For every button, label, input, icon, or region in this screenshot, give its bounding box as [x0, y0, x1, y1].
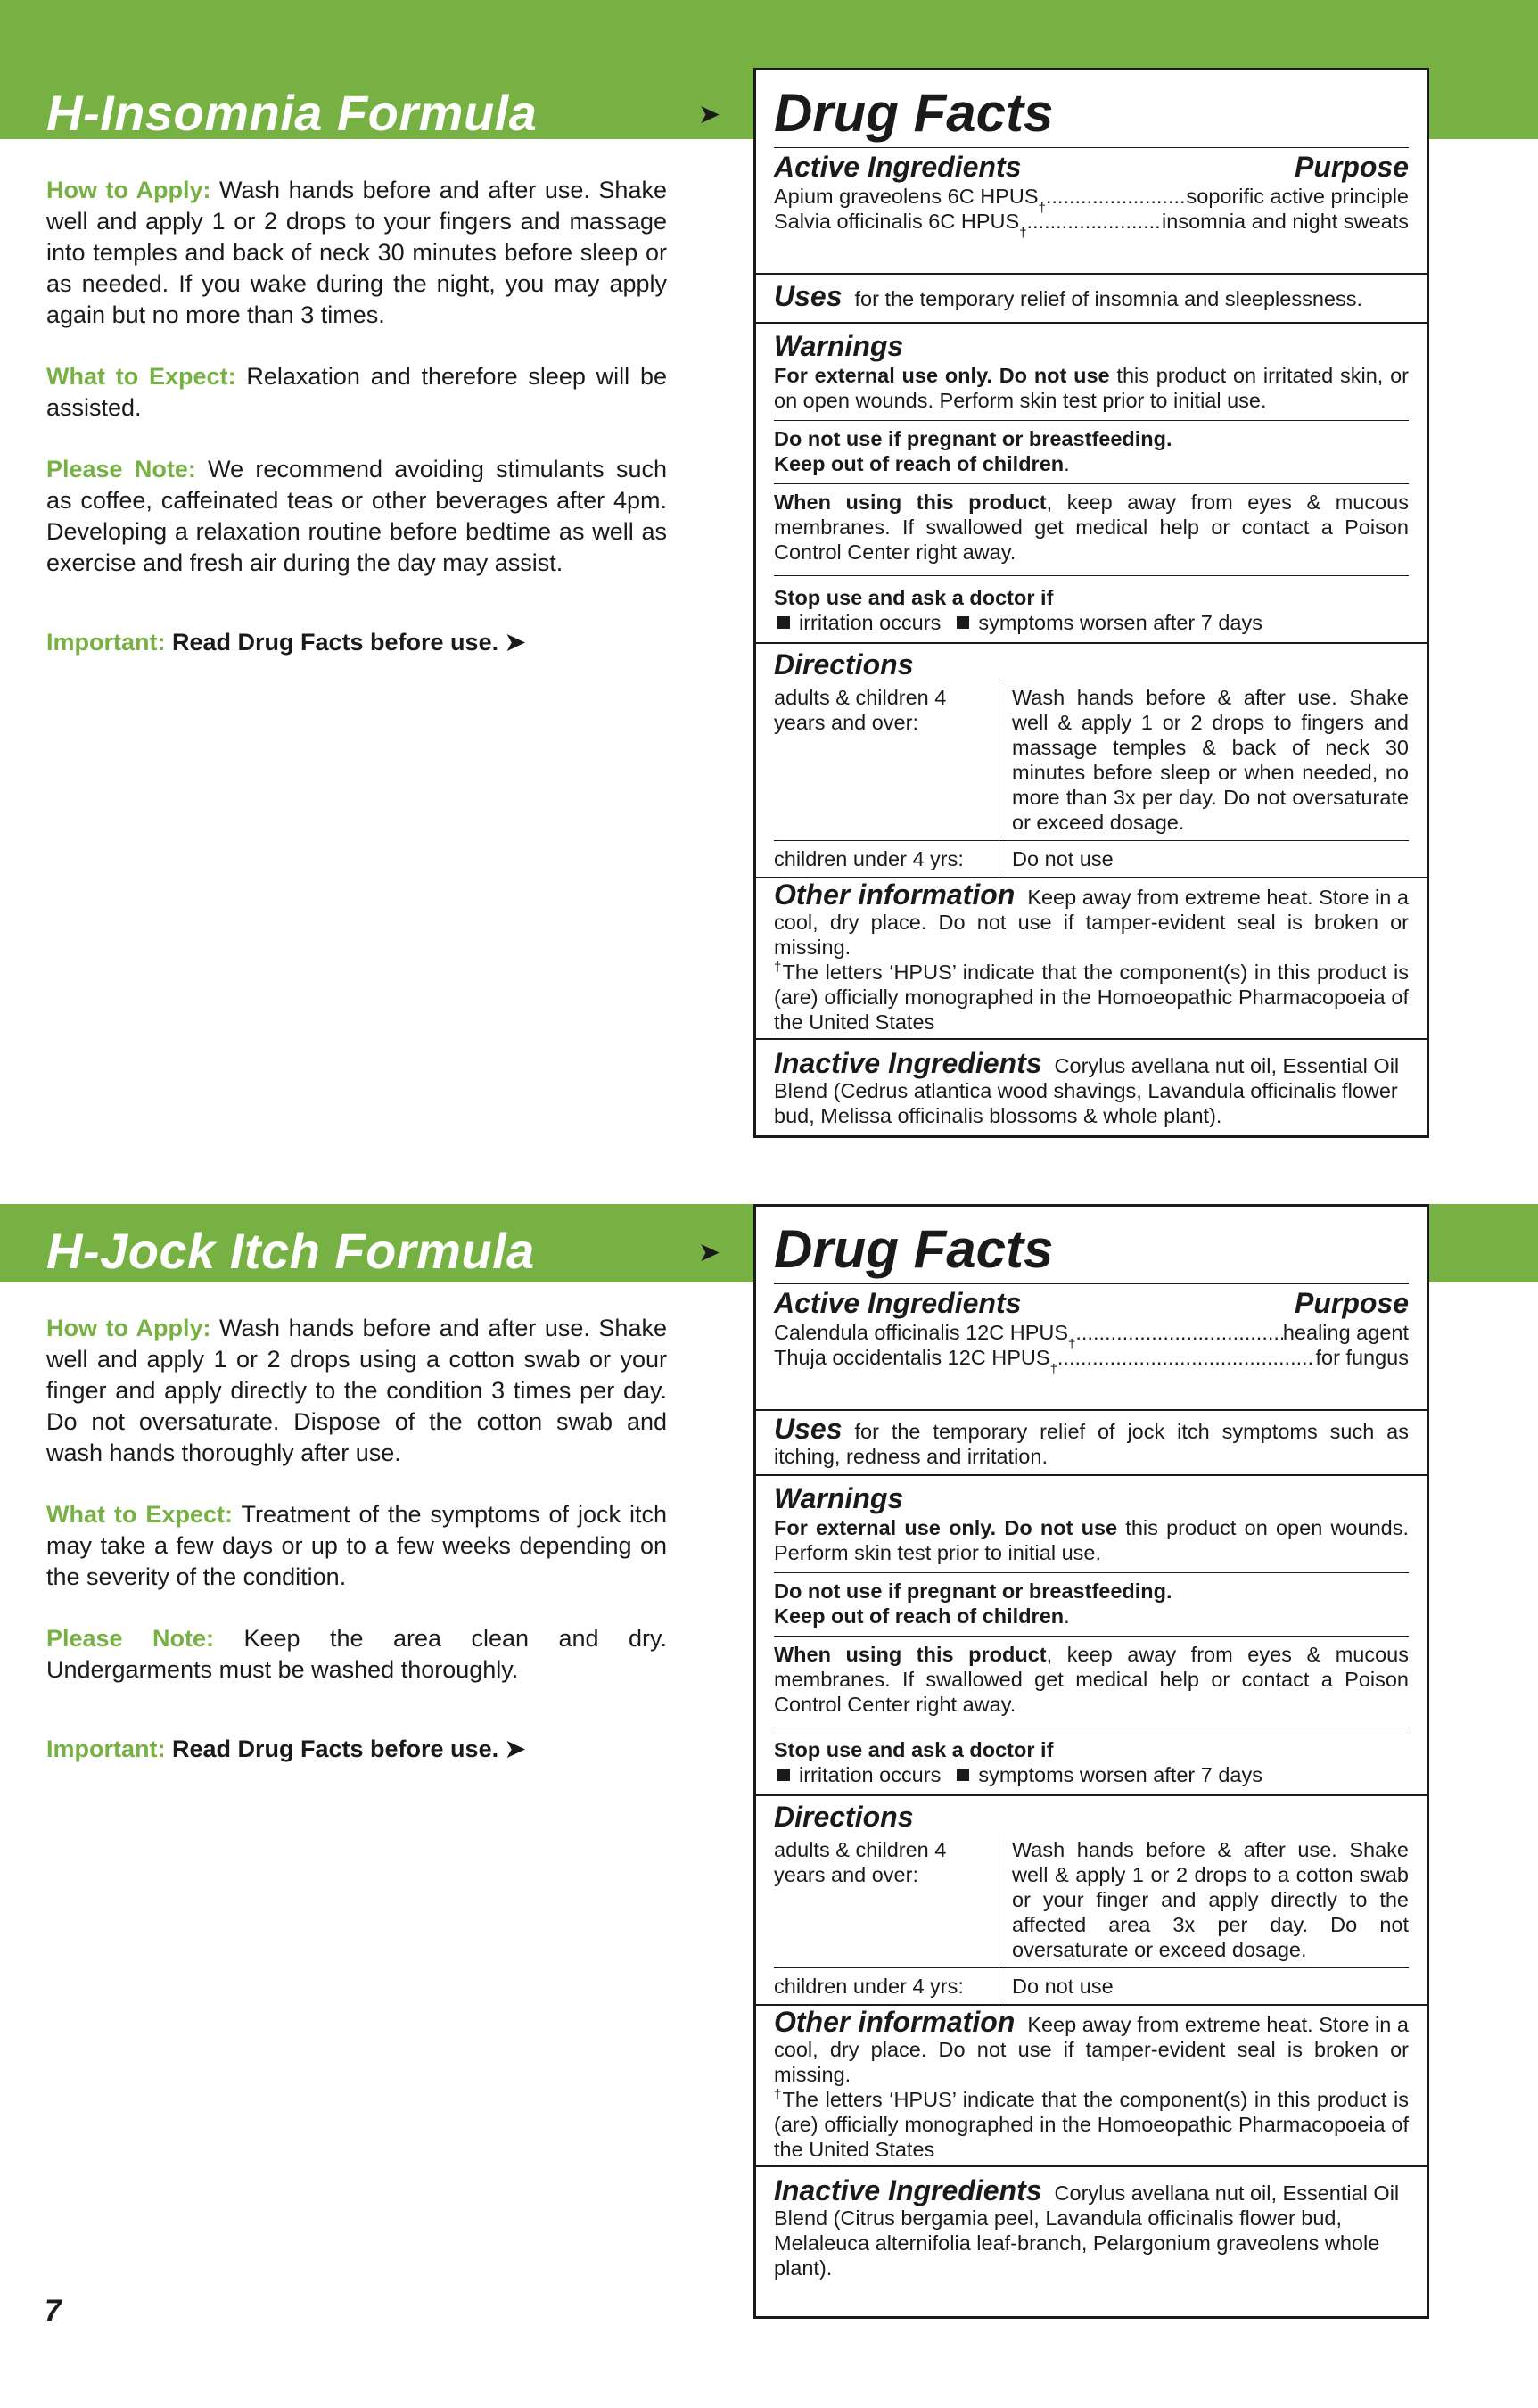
ingredient-row: Apium graveolens 6C HPUS † ..... soporific active principle [774, 184, 1409, 209]
directions-row: children under 4 yrs: Do not use [774, 841, 1409, 877]
drug-facts-panel [753, 68, 1429, 1138]
important-note: Important: Read Drug Facts before use. ➤ [46, 1736, 526, 1762]
warnings-section: Warnings For external use only. Do not use this product on open wounds. Perform skin test prior to initial use. Do not use if pregnant or breastfeeding. Keep out of reach of children. When using this product, keep away from eyes & mucous membranes. If swallowed get medical help or contact a Poison Control Center right away. Stop use and ask a doctor if irritation occurs symptoms worsen after 7 days [756, 1476, 1427, 1796]
other-information-section: Other information Keep away from extreme heat. Store in a cool, dry place. Do not use if tamper-evident seal is broken or missing. †The letters ‘HPUS’ indicate that the component(s) in this product is (are) officially monographed in the Homoeopathic Pharmacopoeia of the United States [756, 2006, 1427, 2167]
drug-facts-heading: Drug Facts [774, 83, 1054, 143]
please-note: Please Note: Keep the area clean and dry. Undergarments must be washed thoroughly. [46, 1625, 667, 1683]
warnings-section: Warnings For external use only. Do not use this product on irritated skin, or on open wounds. Perform skin test prior to initial use. Do not use if pregnant or breastfeeding. Keep out of reach of children. When using this product, keep away from eyes & mucous membranes. If swallowed get medical help or contact a Poison Control Center right away. Stop use and ask a doctor if irritation occurs symptoms worsen after 7 days [756, 324, 1427, 644]
active-ingredients-header: Active Ingredients Purpose [774, 151, 1409, 183]
please-note: Please Note: We recommend avoiding stimulants such as coffee, caffeinated teas or other beverages after 4pm. Developing a relaxation routine before bedtime as well as exercise and fresh air during the day may assist. [46, 456, 667, 576]
warning-external: For external use only. Do not use this product on irritated skin, or on open wounds. Perform skin test prior to initial use. [774, 363, 1409, 421]
directions-row: adults & children 4 years and over: Wash hands before & after use. Shake well & apply 1 or 2 drops to a cotton swab or your finger and apply directly to the affected area 3x per day. Do not oversaturate or exceed dosage. [774, 1834, 1409, 1968]
drug-facts-panel [753, 1204, 1429, 2319]
ingredient-row: Thuja occidentalis 12C HPUS † ..... for fungus [774, 1345, 1409, 1370]
inactive-ingredients-section: Inactive Ingredients Corylus avellana nut oil, Essential Oil Blend (Citrus bergamia peel, Lavandula officinalis flower bud, Melaleuca alternifolia leaf-branch, Pelargonium graveolens whole plant). [774, 2174, 1400, 2280]
inactive-ingredients-section: Inactive Ingredients Corylus avellana nut oil, Essential Oil Blend (Cedrus atlantica wood shavings, Lavandula officinalis flower bud, Melissa officinalis blossoms & whole plant). [774, 1047, 1400, 1127]
warning-when-using: When using this product, keep away from eyes & mucous membranes. If swallowed get medical help or contact a Poison Control Center right away. [774, 1637, 1409, 1728]
warning-external: For external use only. Do not use this product on open wounds. Perform skin test prior to initial use. [774, 1515, 1409, 1573]
how-to-apply: How to Apply: Wash hands before and after use. Shake well and apply 1 or 2 drops to your fingers and massage into temples and back of neck 30 minutes before sleep or as needed. If you wake during the night, you may apply again but no more than 3 times. [46, 177, 667, 328]
other-information-section: Other information Keep away from extreme heat. Store in a cool, dry place. Do not use if tamper-evident seal is broken or missing. †The letters ‘HPUS’ indicate that the component(s) in this product is (are) officially monographed in the Homoeopathic Pharmacopoeia of the United States [756, 878, 1427, 1040]
uses-section: Uses for the temporary relief of insomnia and sleeplessness. [756, 275, 1427, 324]
ingredient-row: Salvia officinalis 6C HPUS † ..... insomnia and night sweats [774, 209, 1409, 234]
drug-facts-header [756, 70, 1427, 275]
divider [774, 147, 1409, 148]
bullet-icon [957, 616, 969, 629]
what-to-expect: What to Expect: Treatment of the symptoms of jock itch may take a few days or up to a few weeks depending on the severity of the condition. [46, 1501, 667, 1590]
directions-section: Directions adults & children 4 years and over: Wash hands before & after use. Shake well & apply 1 or 2 drops to fingers and massage temples & back of neck 30 minutes before sleep or when needed, no more than 3x per day. Do not oversaturate or exceed dosage. children under 4 yrs: Do not use [756, 644, 1427, 878]
directions-row: adults & children 4 years and over: Wash hands before & after use. Shake well & apply 1 or 2 drops to fingers and massage temples & back of neck 30 minutes before sleep or when needed, no more than 3x per day. Do not oversaturate or exceed dosage. [774, 681, 1409, 841]
product-description [46, 1313, 667, 1795]
product-title: H-Insomnia Formula [46, 85, 538, 141]
how-to-apply: How to Apply: Wash hands before and after use. Shake well and apply 1 or 2 drops using a cotton swab or your finger and apply directly to the condition 3 times per day. Do not oversaturate. Dispose of the cotton swab and wash hands thoroughly after use. [46, 1315, 667, 1466]
bullet-icon [777, 1769, 790, 1781]
directions-row: children under 4 yrs: Do not use [774, 1968, 1409, 2004]
important-note: Important: Read Drug Facts before use. ➤ [46, 629, 526, 656]
active-ingredients-header: Active Ingredients Purpose [774, 1287, 1409, 1319]
product-title: H-Jock Itch Formula [46, 1223, 535, 1279]
bullet-icon [777, 616, 790, 629]
directions-section: Directions adults & children 4 years and over: Wash hands before & after use. Shake well & apply 1 or 2 drops to a cotton swab or your finger and apply directly to the affected area 3x per day. Do not oversaturate or exceed dosage. children under 4 yrs: Do not use [756, 1796, 1427, 2006]
drug-facts-header [756, 1207, 1427, 1411]
product-description [46, 175, 667, 689]
warning-when-using: When using this product, keep away from eyes & mucous membranes. If swallowed get medical help or contact a Poison Control Center right away. [774, 484, 1409, 576]
divider [774, 1283, 1409, 1284]
page-number: 7 [45, 2294, 62, 2328]
warning-stop-use: Stop use and ask a doctor if irritation occurs symptoms worsen after 7 days [774, 586, 1263, 634]
uses-section: Uses for the temporary relief of jock itch symptoms such as itching, redness and irritation. [756, 1411, 1427, 1476]
bullet-icon [957, 1769, 969, 1781]
what-to-expect: What to Expect: Relaxation and therefore sleep will be assisted. [46, 363, 667, 421]
arrow-right-icon: ➤ [698, 1238, 721, 1267]
ingredient-row: Calendula officinalis 12C HPUS † ..... healing agent [774, 1320, 1409, 1345]
arrow-right-icon: ➤ [698, 100, 721, 129]
warning-pregnant: Do not use if pregnant or breastfeeding. Keep out of reach of children. [774, 1573, 1409, 1637]
warning-pregnant: Do not use if pregnant or breastfeeding. Keep out of reach of children. [774, 421, 1409, 484]
drug-facts-heading: Drug Facts [774, 1219, 1054, 1279]
warning-stop-use: Stop use and ask a doctor if irritation occurs symptoms worsen after 7 days [774, 1738, 1263, 1786]
